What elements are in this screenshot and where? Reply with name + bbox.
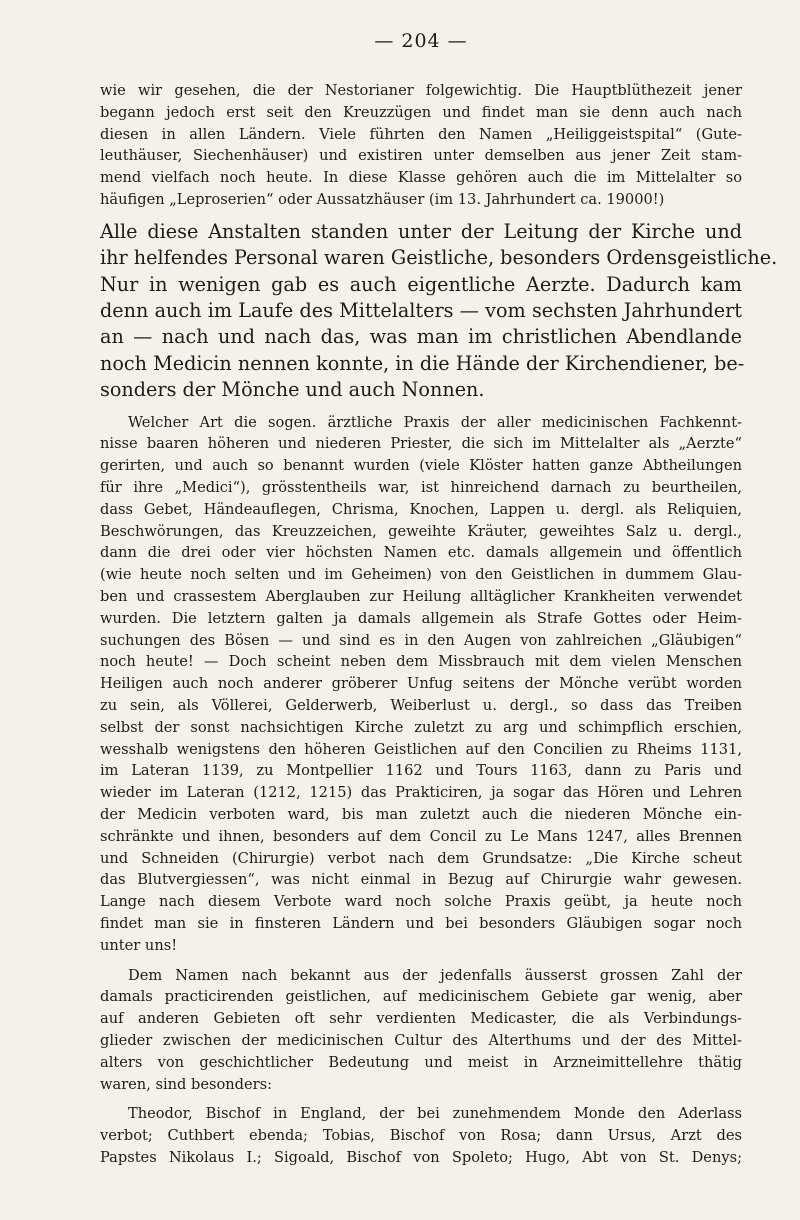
text-line: Lange nach diesem Verbote ward noch solche Praxis geübt, ja heute noch xyxy=(100,893,742,911)
text-line: sonders der Mönche und auch Nonnen. xyxy=(100,378,485,402)
text-line: waren, sind besonders: xyxy=(100,1075,273,1093)
text-line: Papstes Nikolaus I.; Sigoald, Bischof von Spoleto; Hugo, Abt von St. Denys; xyxy=(100,1148,742,1166)
text-line: suchungen des Bösen — und sind es in den Augen von zahlreichen „Gläubigen“ xyxy=(100,631,742,649)
text-line: ben und crassestem Aberglauben zur Heilung alltäglicher Krankheiten verwendet xyxy=(100,588,742,605)
text-body xyxy=(100,80,778,1169)
text-line: ihr helfendes Personal waren Geistliche, besonders Ordensgeistliche. xyxy=(100,246,778,270)
text-line: Dem Namen nach bekannt aus der jedenfalls äusserst grossen Zahl der xyxy=(128,966,742,984)
paragraph xyxy=(100,219,778,404)
text-line: das Blutvergiessen“, was nicht einmal in Bezug auf Chirurgie wahr gewesen. xyxy=(100,871,742,889)
text-line: zu sein, als Völlerei, Gelderwerb, Weiberlust u. dergl., so dass das Treiben xyxy=(100,696,742,714)
text-line: noch Medicin nennen konnte, in die Hände der Kirchendiener, be- xyxy=(100,351,745,375)
text-line: wieder im Lateran (1212, 1215) das Prakticiren, ja sogar das Hören und Lehren xyxy=(100,784,742,802)
text-line: begann jedoch erst seit den Kreuzzügen und findet man sie denn auch nach xyxy=(100,103,742,121)
text-line: Welcher Art die sogen. ärztliche Praxis der aller medicinischen Fachkennt- xyxy=(128,413,742,431)
text-line: gerirten, und auch so benannt wurden (viele Klöster hatten ganze Abtheilungen xyxy=(100,457,742,475)
paragraph-gap xyxy=(100,957,742,965)
text-line: schränkte und ihnen, besonders auf dem Concil zu Le Mans 1247, alles Brennen xyxy=(100,827,742,845)
text-line: wesshalb wenigstens den höheren Geistlichen auf den Concilien zu Rheims 1131, xyxy=(100,740,742,758)
text-line: damals practicirenden geistlichen, auf medicinischem Gebiete gar wenig, aber xyxy=(100,988,742,1006)
text-line: leuthäuser, Siechenhäuser) und existiren unter demselben aus jener Zeit stam- xyxy=(100,147,742,165)
paragraph xyxy=(100,965,742,1096)
text-line: Beschwörungen, das Kreuzzeichen, geweihte Kräuter, geweihtes Salz u. dergl., xyxy=(100,522,742,540)
text-line: wie wir gesehen, die der Nestorianer folgewichtig. Die Hauptblüthezeit jener xyxy=(100,82,742,99)
text-line: an — nach und nach das, was man im christlichen Abendlande xyxy=(100,325,742,349)
text-line: dann die drei oder vier höchsten Namen etc. damals allgemein und öffentlich xyxy=(100,544,742,562)
text-line: diesen in allen Ländern. Viele führten den Namen „Heiliggeistspital“ (Gute- xyxy=(100,125,742,143)
text-line: Theodor, Bischof in England, der bei zunehmendem Monde den Aderlass xyxy=(128,1105,742,1123)
text-line: im Lateran 1139, zu Montpellier 1162 und Tours 1163, dann zu Paris und xyxy=(100,762,742,780)
text-line: findet man sie in finsteren Ländern und bei besonders Gläubigen sogar noch xyxy=(100,914,742,932)
paragraph xyxy=(100,412,742,957)
text-line: dass Gebet, Händeauflegen, Chrisma, Knochen, Lappen u. dergl. als Reliquien, xyxy=(100,500,742,518)
text-line: (wie heute noch selten und im Geheimen) von den Geistlichen in dummem Glau- xyxy=(100,566,742,584)
text-line: noch heute! — Doch scheint neben dem Missbrauch mit dem vielen Menschen xyxy=(100,653,742,671)
text-line: Nur in wenigen gab es auch eigentliche Aerzte. Dadurch kam xyxy=(100,272,742,296)
text-line: verbot; Cuthbert ebenda; Tobias, Bischof von Rosa; dann Ursus, Arzt des xyxy=(100,1127,742,1145)
text-line: selbst der sonst nachsichtigen Kirche zuletzt zu arg und schimpflich erschien, xyxy=(100,718,742,736)
text-line: wurden. Die letztern galten ja damals allgemein als Strafe Gottes oder Heim- xyxy=(100,609,742,627)
paragraph xyxy=(100,1103,742,1168)
text-line: Heiligen auch noch anderer gröberer Unfug seitens der Mönche verübt worden xyxy=(100,675,742,693)
text-line: Alle diese Anstalten standen unter der Leitung der Kirche und xyxy=(100,219,742,243)
text-line: auf anderen Gebieten oft sehr verdienten Medicaster, die als Verbindungs- xyxy=(100,1010,742,1028)
text-line: glieder zwischen der medicinischen Cultur des Alterthums und der des Mittel- xyxy=(100,1031,742,1049)
text-line: mend vielfach noch heute. In diese Klasse gehören auch die im Mittelalter so xyxy=(100,169,742,187)
paragraph-gap xyxy=(100,1095,742,1103)
paragraph-gap xyxy=(100,404,742,412)
text-line: nisse baaren höheren und niederen Priester, die sich im Mittelalter als „Aerzte“ xyxy=(100,435,742,453)
text-line: unter uns! xyxy=(100,936,178,954)
text-line: der Medicin verboten ward, bis man zuletzt auch die niederen Mönche ein- xyxy=(100,805,742,823)
page-number: — 204 — xyxy=(374,30,468,52)
text-line: für ihre „Medici“), grösstentheils war, ist hinreichend darnach zu beurtheilen, xyxy=(100,479,742,497)
paragraph xyxy=(100,80,742,211)
text-line: häufigen „Leproserien“ oder Aussatzhäuser (im 13. Jahrhundert ca. 19000!) xyxy=(100,190,665,208)
paragraph-gap xyxy=(100,211,742,219)
text-line: denn auch im Laufe des Mittelalters — vom sechsten Jahrhundert xyxy=(100,299,742,322)
text-line: alters von geschichtlicher Bedeutung und meist in Arzneimittellehre thätig xyxy=(100,1053,742,1071)
text-line: und Schneiden (Chirurgie) verbot nach dem Grundsatze: „Die Kirche scheut xyxy=(100,849,742,867)
